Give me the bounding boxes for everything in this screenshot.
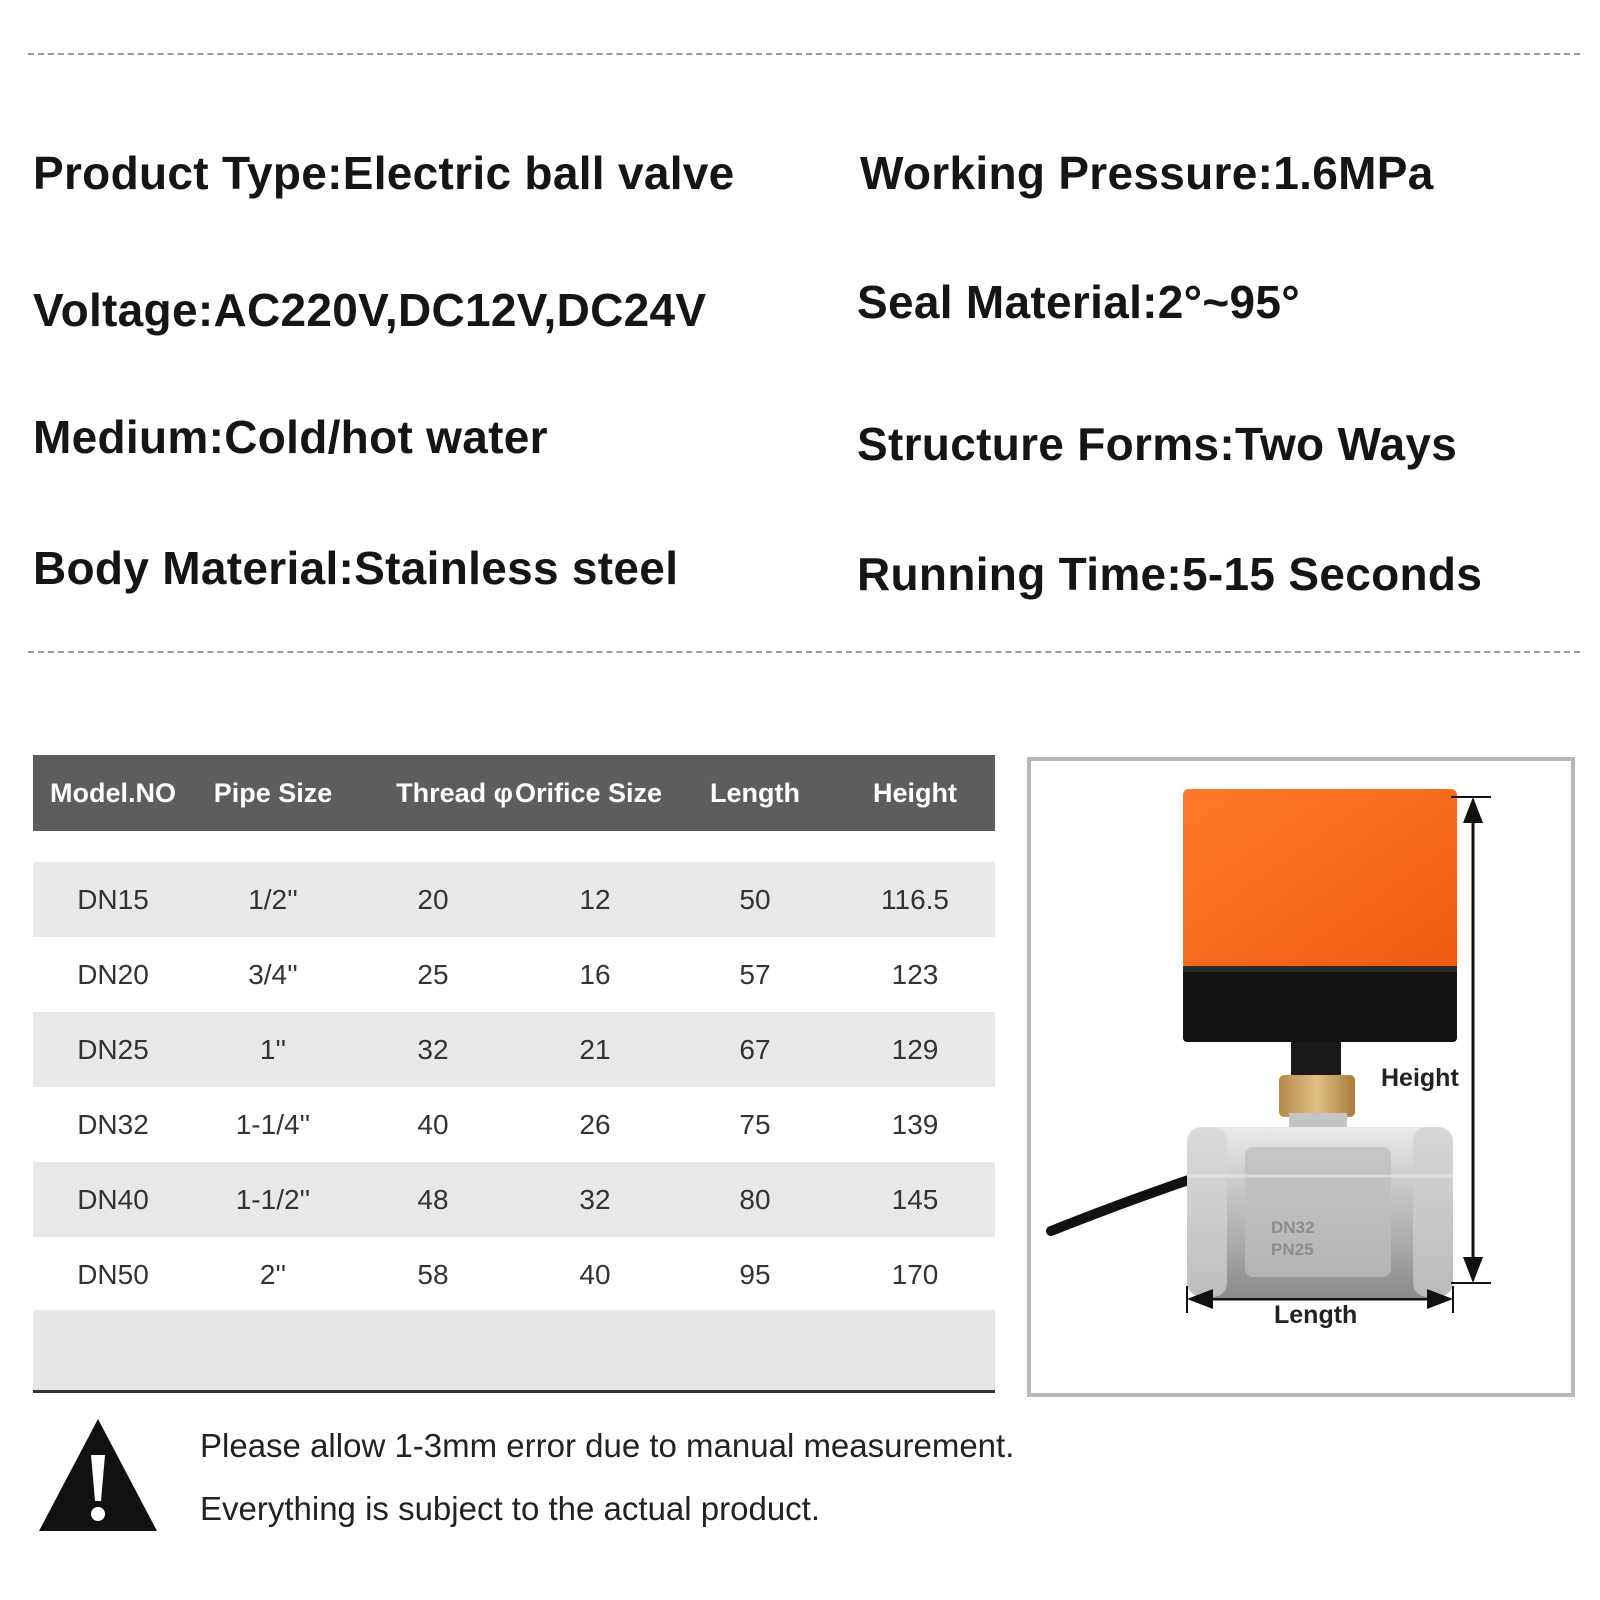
cell-height: 116.5: [881, 884, 949, 915]
cell-length: 80: [739, 1184, 771, 1215]
valve-diagram-panel: [1027, 757, 1575, 1397]
spec-working-pressure: Working Pressure:1.6MPa: [860, 147, 1434, 199]
header-thread: Thread φ: [396, 778, 513, 808]
header-orifice-size: Orifice Size: [515, 778, 663, 808]
header-height: Height: [873, 778, 957, 808]
table-row: [33, 1237, 995, 1312]
cell-model: DN20: [77, 959, 149, 990]
spec-structure-forms: Structure Forms:Two Ways: [857, 418, 1458, 470]
header-pipe-size: Pipe Size: [213, 778, 333, 808]
cell-length: 50: [739, 884, 771, 915]
cell-thread: 25: [417, 959, 449, 990]
header-model-no: Model.NO: [50, 778, 176, 808]
spec-product-type: Product Type:Electric ball valve: [33, 147, 735, 199]
cell-thread: 58: [417, 1259, 449, 1290]
cell-pipe-size: 1-1/2'': [235, 1184, 311, 1215]
cell-model: DN50: [77, 1259, 149, 1290]
cell-model: DN15: [77, 884, 149, 915]
cell-orifice: 40: [579, 1259, 611, 1290]
header-length: Length: [710, 778, 800, 808]
height-arrow-bottom: [1463, 1257, 1483, 1283]
cell-height: 145: [891, 1184, 939, 1215]
valve-illustration: [1031, 761, 1571, 1393]
table-row: [33, 937, 995, 1012]
spec-body-material: Body Material:Stainless steel: [33, 542, 679, 594]
table-row: [33, 862, 995, 937]
brass-nut: [1279, 1075, 1355, 1117]
cell-height: 170: [891, 1259, 939, 1290]
table-bottom-border: [33, 1390, 995, 1393]
cell-thread: 32: [417, 1034, 449, 1065]
cell-model: DN40: [77, 1184, 149, 1215]
cell-length: 67: [739, 1034, 771, 1065]
cell-model: DN25: [77, 1034, 149, 1065]
cell-orifice: 12: [579, 884, 611, 915]
table-row: [33, 1012, 995, 1087]
cell-pipe-size: 3/4'': [248, 959, 298, 990]
height-arrow-top: [1463, 797, 1483, 823]
cell-orifice: 16: [579, 959, 611, 990]
cell-orifice: 26: [579, 1109, 611, 1140]
dimension-table: [33, 755, 995, 1395]
cell-orifice: 21: [579, 1034, 611, 1065]
table-empty-row: [33, 1310, 995, 1390]
spec-seal-material: Seal Material:2°~95°: [857, 276, 1300, 328]
notice-line-1: Please allow 1-3mm error due to manual measurement.: [200, 1427, 1015, 1464]
cell-orifice: 32: [579, 1184, 611, 1215]
cell-length: 75: [739, 1109, 771, 1140]
table-row: [33, 1087, 995, 1162]
body-marking-model: DN32: [1271, 1218, 1315, 1237]
cell-thread: 40: [417, 1109, 449, 1140]
cell-height: 123: [891, 959, 939, 990]
cell-pipe-size: 2'': [259, 1259, 287, 1290]
actuator-housing: [1183, 789, 1457, 981]
cell-model: DN32: [77, 1109, 149, 1140]
valve-stem: [1291, 1042, 1341, 1078]
cell-pipe-size: 1-1/4'': [235, 1109, 311, 1140]
height-label: Height: [1381, 1064, 1459, 1092]
length-label: Length: [1274, 1301, 1358, 1329]
table-row: [33, 1162, 995, 1237]
actuator-base: [1183, 966, 1457, 1042]
cell-pipe-size: 1'': [259, 1034, 287, 1065]
table-header: [33, 755, 995, 831]
cell-height: 129: [891, 1034, 939, 1065]
cell-pipe-size: 1/2'': [248, 884, 298, 915]
middle-divider: [28, 651, 1580, 653]
cell-thread: 48: [417, 1184, 449, 1215]
cell-length: 57: [739, 959, 771, 990]
warning-triangle-icon: [35, 1415, 161, 1535]
spec-running-time: Running Time:5-15 Seconds: [857, 548, 1483, 600]
body-marking-pressure: PN25: [1271, 1240, 1314, 1259]
spec-medium: Medium:Cold/hot water: [33, 411, 548, 463]
cell-thread: 20: [417, 884, 449, 915]
top-divider: [28, 53, 1580, 55]
cell-length: 95: [739, 1259, 771, 1290]
spec-voltage: Voltage:AC220V,DC12V,DC24V: [33, 284, 707, 336]
cell-height: 139: [891, 1109, 939, 1140]
notice-line-2: Everything is subject to the actual product.: [200, 1490, 821, 1527]
